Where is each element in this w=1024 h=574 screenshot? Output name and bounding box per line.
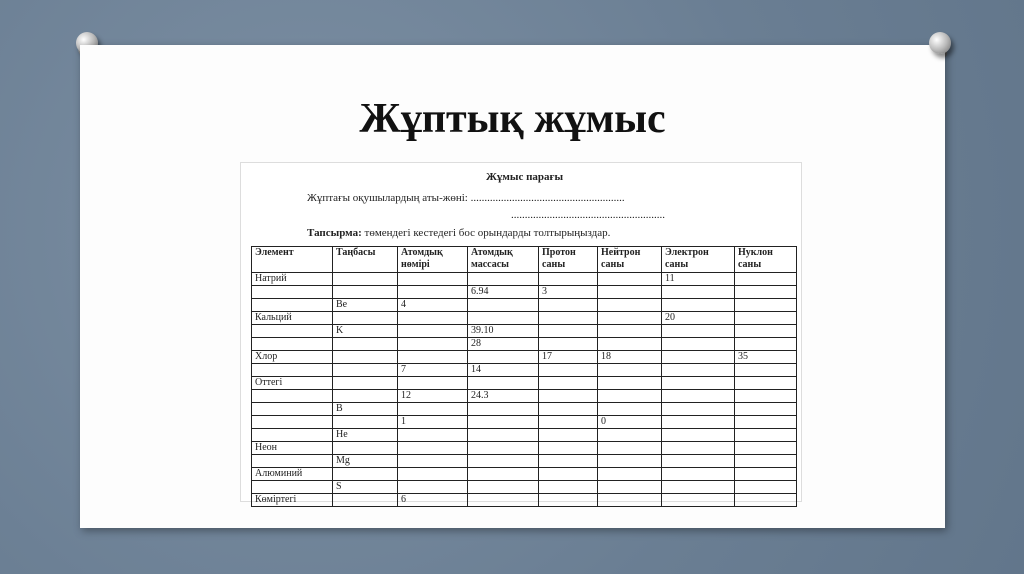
table-cell: [333, 364, 398, 377]
table-cell: 28: [468, 338, 539, 351]
table-cell: [662, 429, 735, 442]
table-cell: [333, 390, 398, 403]
table-cell: [598, 494, 662, 507]
table-cell: [252, 481, 333, 494]
table-cell: [333, 494, 398, 507]
table-cell: [598, 403, 662, 416]
table-cell: [598, 390, 662, 403]
table-cell: [468, 494, 539, 507]
table-cell: [333, 377, 398, 390]
table-cell: Кальций: [252, 312, 333, 325]
table-cell: 12: [398, 390, 468, 403]
table-row: [252, 481, 797, 494]
table-cell: [468, 351, 539, 364]
table-cell: [333, 312, 398, 325]
table-cell: [252, 364, 333, 377]
table-cell: [333, 351, 398, 364]
table-cell: [539, 455, 598, 468]
table-cell: 18: [598, 351, 662, 364]
table-cell: [735, 442, 797, 455]
table-cell: 20: [662, 312, 735, 325]
table-cell: Оттегі: [252, 377, 333, 390]
table-cell: [539, 338, 598, 351]
table-cell: [735, 468, 797, 481]
table-cell: [598, 273, 662, 286]
table-cell: [398, 325, 468, 338]
table-cell: [398, 481, 468, 494]
table-row: [252, 351, 797, 364]
table-row: [252, 299, 797, 312]
table-cell: [539, 442, 598, 455]
table-cell: [735, 403, 797, 416]
column-header: Атомдық массасы: [468, 247, 539, 273]
table-cell: Mg: [333, 455, 398, 468]
table-cell: [252, 338, 333, 351]
table-row: [252, 325, 797, 338]
table-cell: [398, 403, 468, 416]
table-cell: [735, 429, 797, 442]
table-row: [252, 403, 797, 416]
table-cell: [662, 481, 735, 494]
elements-table: [251, 246, 797, 507]
table-cell: [468, 416, 539, 429]
table-cell: [539, 468, 598, 481]
slide-title: Жұптық жұмыс: [359, 96, 666, 142]
table-cell: [398, 273, 468, 286]
table-cell: K: [333, 325, 398, 338]
table-cell: [735, 312, 797, 325]
table-cell: [735, 273, 797, 286]
table-cell: [539, 429, 598, 442]
table-cell: [333, 416, 398, 429]
table-cell: [662, 416, 735, 429]
column-header: Атомдық нөмірі: [398, 247, 468, 273]
table-cell: [598, 286, 662, 299]
names-line: [307, 192, 625, 204]
table-cell: [539, 312, 598, 325]
table-cell: [735, 299, 797, 312]
table-cell: 7: [398, 364, 468, 377]
table-cell: Неон: [252, 442, 333, 455]
table-cell: [398, 429, 468, 442]
table-cell: [333, 286, 398, 299]
table-cell: [398, 442, 468, 455]
table-cell: [662, 468, 735, 481]
table-cell: Натрий: [252, 273, 333, 286]
table-cell: 6: [398, 494, 468, 507]
names-dots: ........................................................: [470, 192, 625, 204]
table-row: [252, 455, 797, 468]
table-cell: [662, 338, 735, 351]
table-row: [252, 390, 797, 403]
table-cell: [735, 481, 797, 494]
task-line: [307, 227, 610, 239]
table-row: [252, 338, 797, 351]
column-header: Электрон саны: [662, 247, 735, 273]
table-cell: [539, 364, 598, 377]
table-cell: 6.94: [468, 286, 539, 299]
table-cell: Be: [333, 299, 398, 312]
table-row: [252, 429, 797, 442]
table-cell: [539, 325, 598, 338]
table-cell: [539, 273, 598, 286]
table-cell: [333, 442, 398, 455]
table-cell: [398, 351, 468, 364]
column-header: Элемент: [252, 247, 333, 273]
names-label: Жұптағы оқушылардың аты-жөні:: [307, 192, 468, 204]
table-row: [252, 286, 797, 299]
table-cell: [735, 377, 797, 390]
table-cell: 14: [468, 364, 539, 377]
table-cell: He: [333, 429, 398, 442]
table-cell: [398, 377, 468, 390]
table-cell: [468, 377, 539, 390]
table-cell: [662, 377, 735, 390]
table-cell: [662, 390, 735, 403]
table-cell: [468, 299, 539, 312]
table-cell: [252, 416, 333, 429]
table-cell: [539, 390, 598, 403]
table-cell: [735, 390, 797, 403]
table-cell: [468, 429, 539, 442]
worksheet-heading: Жұмыс парағы: [486, 171, 564, 183]
table-cell: [735, 416, 797, 429]
table-cell: [468, 403, 539, 416]
table-row: [252, 377, 797, 390]
table-cell: [398, 455, 468, 468]
table-cell: [252, 390, 333, 403]
table-cell: [662, 364, 735, 377]
table-cell: [598, 312, 662, 325]
table-cell: [468, 468, 539, 481]
table-row: [252, 273, 797, 286]
table-cell: 17: [539, 351, 598, 364]
table-cell: [735, 455, 797, 468]
table-cell: [735, 286, 797, 299]
table-cell: 11: [662, 273, 735, 286]
table-cell: [398, 312, 468, 325]
worksheet-image: [240, 162, 802, 505]
table-cell: [735, 494, 797, 507]
table-cell: [468, 273, 539, 286]
table-cell: [468, 312, 539, 325]
table-cell: [598, 325, 662, 338]
table-cell: [398, 468, 468, 481]
column-header: Таңбасы: [333, 247, 398, 273]
table-cell: [598, 429, 662, 442]
table-row: [252, 468, 797, 481]
table-cell: [333, 468, 398, 481]
names-dots-2: ........................................................: [511, 209, 665, 221]
pin-right: [929, 32, 951, 54]
table-cell: [662, 403, 735, 416]
table-cell: [598, 377, 662, 390]
column-header: Протон саны: [539, 247, 598, 273]
table-row: [252, 494, 797, 507]
table-cell: [398, 286, 468, 299]
table-cell: [539, 377, 598, 390]
table-cell: Хлор: [252, 351, 333, 364]
table-cell: 39.10: [468, 325, 539, 338]
table-row: [252, 442, 797, 455]
table-cell: [252, 455, 333, 468]
table-cell: [598, 468, 662, 481]
table-cell: [662, 494, 735, 507]
table-cell: Көміртегі: [252, 494, 333, 507]
table-cell: [598, 299, 662, 312]
table-cell: [735, 325, 797, 338]
table-cell: 35: [735, 351, 797, 364]
table-cell: 1: [398, 416, 468, 429]
table-cell: [598, 455, 662, 468]
table-row: [252, 312, 797, 325]
table-cell: [662, 442, 735, 455]
table-cell: [252, 429, 333, 442]
table-cell: [468, 455, 539, 468]
table-cell: [598, 338, 662, 351]
table-cell: S: [333, 481, 398, 494]
table-cell: [539, 299, 598, 312]
table-cell: [662, 351, 735, 364]
table-cell: [252, 403, 333, 416]
task-text: төмендегі кестедегі бос орындарды толтырыңыздар.: [361, 227, 611, 239]
table-cell: 0: [598, 416, 662, 429]
table-cell: [539, 481, 598, 494]
table-cell: [662, 299, 735, 312]
table-cell: B: [333, 403, 398, 416]
table-cell: [598, 364, 662, 377]
table-cell: [333, 273, 398, 286]
task-label: Тапсырма:: [307, 227, 362, 239]
table-cell: [539, 403, 598, 416]
table-cell: [598, 442, 662, 455]
table-cell: [662, 325, 735, 338]
table-row: [252, 416, 797, 429]
table-cell: [252, 325, 333, 338]
table-cell: [468, 442, 539, 455]
table-cell: [333, 338, 398, 351]
table-cell: 3: [539, 286, 598, 299]
table-cell: [398, 338, 468, 351]
column-header: Нейтрон саны: [598, 247, 662, 273]
table-cell: [252, 286, 333, 299]
table-row: [252, 364, 797, 377]
table-cell: 24.3: [468, 390, 539, 403]
column-header: Нуклон саны: [735, 247, 797, 273]
table-cell: Алюминий: [252, 468, 333, 481]
table-cell: 4: [398, 299, 468, 312]
table-cell: [539, 494, 598, 507]
table-cell: [539, 416, 598, 429]
table-cell: [598, 481, 662, 494]
table-cell: [662, 455, 735, 468]
table-cell: [252, 299, 333, 312]
table-cell: [735, 338, 797, 351]
table-cell: [735, 364, 797, 377]
table-cell: [468, 481, 539, 494]
table-cell: [662, 286, 735, 299]
